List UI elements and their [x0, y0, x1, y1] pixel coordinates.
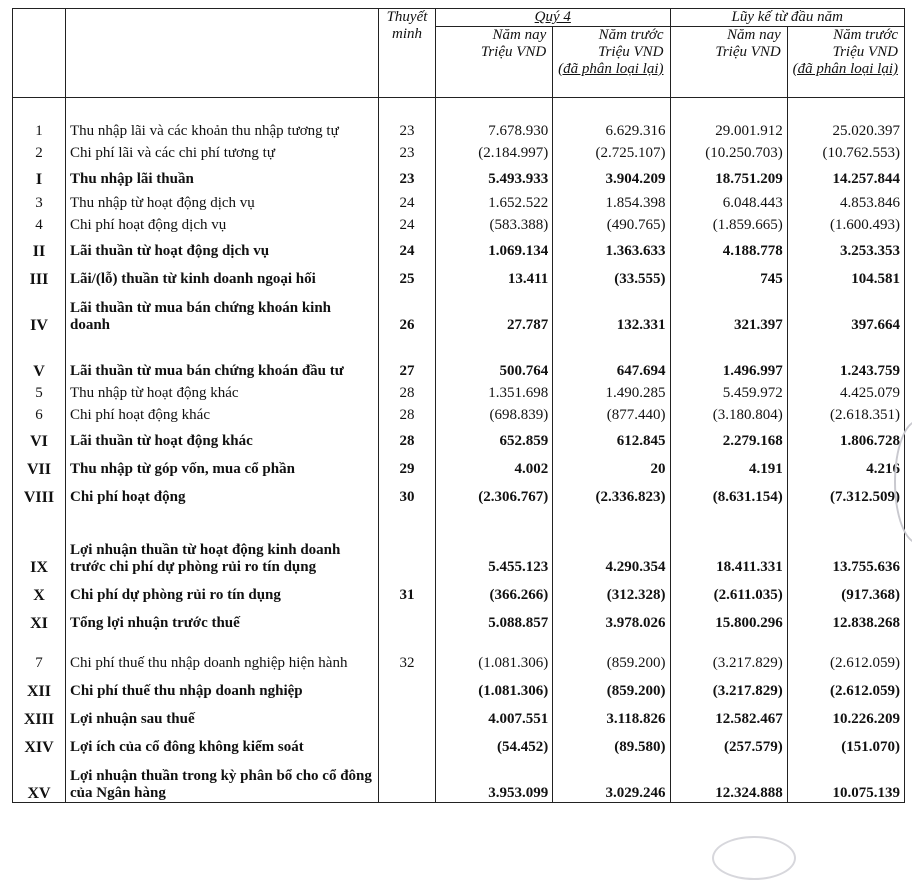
value-q-previous: 1.363.633	[553, 234, 670, 260]
header-q-previous: Năm trước Triệu VND (đã phân loại lại)	[553, 27, 670, 98]
value-ytd-current: 29.001.912	[670, 106, 787, 140]
row-description: Lãi/(lỗ) thuần từ kinh doanh ngoại hối	[66, 260, 379, 288]
row-description: Chi phí hoạt động	[66, 478, 379, 506]
row-description: Chi phí thuế thu nhập doanh nghiệp	[66, 672, 379, 700]
value-ytd-current: 321.397	[670, 288, 787, 334]
value-ytd-previous: 4.425.079	[787, 380, 904, 402]
row-description: Thu nhập từ góp vốn, mua cổ phần	[66, 450, 379, 478]
value-ytd-previous: 1.806.728	[787, 424, 904, 450]
row-note: 28	[379, 380, 436, 402]
row-description: Lãi thuần từ hoạt động dịch vụ	[66, 234, 379, 260]
value-ytd-previous: (151.070)	[787, 728, 904, 756]
value-q-previous: 4.290.354	[553, 506, 670, 576]
value-q-current: 7.678.930	[436, 106, 553, 140]
row-number: 7	[13, 632, 66, 672]
value-q-current: 4.002	[436, 450, 553, 478]
row-note: 32	[379, 632, 436, 672]
row-note: 25	[379, 260, 436, 288]
table-row	[13, 700, 905, 728]
value-q-previous: 3.978.026	[553, 604, 670, 632]
table-row	[13, 162, 905, 188]
row-description: Lãi thuần từ mua bán chứng khoán đầu tư	[66, 334, 379, 380]
row-note: 24	[379, 212, 436, 234]
row-note: 28	[379, 424, 436, 450]
value-q-previous: (490.765)	[553, 212, 670, 234]
table-row	[13, 424, 905, 450]
value-ytd-previous: 397.664	[787, 288, 904, 334]
row-description: Tổng lợi nhuận trước thuế	[66, 604, 379, 632]
value-ytd-current: 4.188.778	[670, 234, 787, 260]
table-row	[13, 478, 905, 506]
value-q-previous: 3.904.209	[553, 162, 670, 188]
value-q-previous: 3.029.246	[553, 756, 670, 802]
value-ytd-previous: (2.612.059)	[787, 672, 904, 700]
value-ytd-previous: 13.755.636	[787, 506, 904, 576]
value-q-current: 1.069.134	[436, 234, 553, 260]
value-ytd-previous: (2.618.351)	[787, 402, 904, 424]
value-ytd-previous: 4.853.846	[787, 188, 904, 212]
header-note: Thuyết minh	[379, 9, 436, 98]
value-ytd-current: (3.217.829)	[670, 672, 787, 700]
row-number: VII	[13, 450, 66, 478]
row-number: I	[13, 162, 66, 188]
table-row	[13, 402, 905, 424]
income-statement-sheet	[12, 8, 905, 803]
row-description: Chi phí hoạt động khác	[66, 402, 379, 424]
row-description: Chi phí hoạt động dịch vụ	[66, 212, 379, 234]
table-row	[13, 604, 905, 632]
row-description: Lợi nhuận thuần từ hoạt động kinh doanh trước chi phí dự phòng rủi ro tín dụng	[66, 506, 379, 576]
value-ytd-previous: (917.368)	[787, 576, 904, 604]
value-q-previous: 612.845	[553, 424, 670, 450]
row-number: XIII	[13, 700, 66, 728]
table-row	[13, 506, 905, 576]
header-q-current: Năm nay Triệu VND	[436, 27, 553, 98]
table-row	[13, 450, 905, 478]
row-description: Lãi thuần từ mua bán chứng khoán kinh doanh	[66, 288, 379, 334]
header-num-cell	[13, 9, 66, 98]
value-ytd-current: 18.411.331	[670, 506, 787, 576]
value-ytd-current: 5.459.972	[670, 380, 787, 402]
row-number: IX	[13, 506, 66, 576]
value-q-current: (1.081.306)	[436, 632, 553, 672]
table-header	[13, 9, 905, 98]
row-note: 23	[379, 106, 436, 140]
value-ytd-current: (3.180.804)	[670, 402, 787, 424]
table-row	[13, 672, 905, 700]
row-note: 27	[379, 334, 436, 380]
value-q-previous: 1.490.285	[553, 380, 670, 402]
table-row	[13, 756, 905, 802]
row-number: V	[13, 334, 66, 380]
table-row	[13, 334, 905, 380]
value-ytd-current: 12.324.888	[670, 756, 787, 802]
value-q-current: (1.081.306)	[436, 672, 553, 700]
value-q-current: (54.452)	[436, 728, 553, 756]
value-q-current: (698.839)	[436, 402, 553, 424]
row-note	[379, 672, 436, 700]
value-ytd-previous: 12.838.268	[787, 604, 904, 632]
value-ytd-previous: 3.253.353	[787, 234, 904, 260]
row-note: 24	[379, 188, 436, 212]
row-description: Chi phí thuế thu nhập doanh nghiệp hiện hành	[66, 632, 379, 672]
row-note: 26	[379, 288, 436, 334]
header-ytd-previous: Năm trước Triệu VND (đã phân loại lại)	[787, 27, 904, 98]
row-description: Chi phí lãi và các chi phí tương tự	[66, 140, 379, 162]
row-number: XII	[13, 672, 66, 700]
value-ytd-current: 1.496.997	[670, 334, 787, 380]
row-number: 5	[13, 380, 66, 402]
value-ytd-current: 12.582.467	[670, 700, 787, 728]
value-ytd-current: (257.579)	[670, 728, 787, 756]
income-statement-table	[12, 8, 905, 803]
value-q-current: 27.787	[436, 288, 553, 334]
row-number: III	[13, 260, 66, 288]
row-note: 30	[379, 478, 436, 506]
row-number: XIV	[13, 728, 66, 756]
value-ytd-previous: (7.312.509)	[787, 478, 904, 506]
value-ytd-previous: 4.216	[787, 450, 904, 478]
row-description: Thu nhập lãi thuần	[66, 162, 379, 188]
table-row	[13, 106, 905, 140]
value-q-previous: (2.336.823)	[553, 478, 670, 506]
spacer-row	[13, 98, 905, 107]
row-description: Chi phí dự phòng rủi ro tín dụng	[66, 576, 379, 604]
value-q-current: 3.953.099	[436, 756, 553, 802]
value-ytd-previous: 10.226.209	[787, 700, 904, 728]
row-description: Thu nhập từ hoạt động dịch vụ	[66, 188, 379, 212]
row-description: Thu nhập từ hoạt động khác	[66, 380, 379, 402]
value-q-previous: 20	[553, 450, 670, 478]
table-row	[13, 140, 905, 162]
table-row	[13, 380, 905, 402]
value-ytd-current: (2.611.035)	[670, 576, 787, 604]
row-number: XV	[13, 756, 66, 802]
value-ytd-current: 15.800.296	[670, 604, 787, 632]
row-number: VI	[13, 424, 66, 450]
value-ytd-previous: 25.020.397	[787, 106, 904, 140]
row-note	[379, 604, 436, 632]
value-ytd-current: 2.279.168	[670, 424, 787, 450]
value-q-previous: 132.331	[553, 288, 670, 334]
value-q-previous: 1.854.398	[553, 188, 670, 212]
value-q-previous: 647.694	[553, 334, 670, 380]
value-q-current: (583.388)	[436, 212, 553, 234]
seal-stamp	[712, 836, 796, 880]
row-number: 3	[13, 188, 66, 212]
value-q-current: 5.088.857	[436, 604, 553, 632]
header-ytd-current: Năm nay Triệu VND	[670, 27, 787, 98]
value-ytd-current: (8.631.154)	[670, 478, 787, 506]
row-number: 4	[13, 212, 66, 234]
table-row	[13, 576, 905, 604]
row-description: Lợi nhuận thuần trong kỳ phân bổ cho cổ đông của Ngân hàng	[66, 756, 379, 802]
value-q-previous: (859.200)	[553, 672, 670, 700]
row-number: XI	[13, 604, 66, 632]
value-ytd-current: 4.191	[670, 450, 787, 478]
value-ytd-previous: (1.600.493)	[787, 212, 904, 234]
value-q-previous: (877.440)	[553, 402, 670, 424]
value-q-previous: (859.200)	[553, 632, 670, 672]
value-ytd-current: 6.048.443	[670, 188, 787, 212]
value-ytd-current: (1.859.665)	[670, 212, 787, 234]
row-number: 1	[13, 106, 66, 140]
value-ytd-previous: 10.075.139	[787, 756, 904, 802]
value-q-current: 652.859	[436, 424, 553, 450]
value-ytd-current: 18.751.209	[670, 162, 787, 188]
row-note: 28	[379, 402, 436, 424]
value-ytd-current: (10.250.703)	[670, 140, 787, 162]
row-note	[379, 756, 436, 802]
row-number: II	[13, 234, 66, 260]
header-desc-cell	[66, 9, 379, 98]
value-q-previous: 6.629.316	[553, 106, 670, 140]
value-q-current: 4.007.551	[436, 700, 553, 728]
value-q-current: 1.652.522	[436, 188, 553, 212]
row-note: 31	[379, 576, 436, 604]
row-note: 23	[379, 140, 436, 162]
value-q-current: 5.455.123	[436, 506, 553, 576]
value-ytd-previous: 104.581	[787, 260, 904, 288]
table-row	[13, 234, 905, 260]
value-ytd-current: 745	[670, 260, 787, 288]
value-q-previous: 3.118.826	[553, 700, 670, 728]
table-row	[13, 188, 905, 212]
row-note: 24	[379, 234, 436, 260]
value-ytd-previous: (2.612.059)	[787, 632, 904, 672]
row-note	[379, 506, 436, 576]
table-row	[13, 728, 905, 756]
value-q-previous: (2.725.107)	[553, 140, 670, 162]
row-note: 29	[379, 450, 436, 478]
header-quarter: Quý 4	[436, 9, 671, 27]
row-description: Lãi thuần từ hoạt động khác	[66, 424, 379, 450]
row-note: 23	[379, 162, 436, 188]
row-note	[379, 728, 436, 756]
value-q-current: 5.493.933	[436, 162, 553, 188]
header-ytd: Lũy kế từ đầu năm	[670, 9, 905, 27]
table-row	[13, 632, 905, 672]
table-body	[13, 98, 905, 803]
row-number: X	[13, 576, 66, 604]
value-q-current: (366.266)	[436, 576, 553, 604]
row-description: Lợi nhuận sau thuế	[66, 700, 379, 728]
table-row	[13, 288, 905, 334]
row-number: 6	[13, 402, 66, 424]
row-number: IV	[13, 288, 66, 334]
value-ytd-previous: (10.762.553)	[787, 140, 904, 162]
value-ytd-current: (3.217.829)	[670, 632, 787, 672]
value-q-previous: (312.328)	[553, 576, 670, 604]
value-q-current: 1.351.698	[436, 380, 553, 402]
value-q-current: 13.411	[436, 260, 553, 288]
value-q-current: (2.184.997)	[436, 140, 553, 162]
value-ytd-previous: 14.257.844	[787, 162, 904, 188]
table-row	[13, 212, 905, 234]
value-q-current: 500.764	[436, 334, 553, 380]
row-number: VIII	[13, 478, 66, 506]
value-ytd-previous: 1.243.759	[787, 334, 904, 380]
value-q-previous: (89.580)	[553, 728, 670, 756]
row-description: Thu nhập lãi và các khoản thu nhập tương tự	[66, 106, 379, 140]
row-description: Lợi ích của cổ đông không kiểm soát	[66, 728, 379, 756]
value-q-previous: (33.555)	[553, 260, 670, 288]
value-q-current: (2.306.767)	[436, 478, 553, 506]
row-note	[379, 700, 436, 728]
row-number: 2	[13, 140, 66, 162]
table-row	[13, 260, 905, 288]
